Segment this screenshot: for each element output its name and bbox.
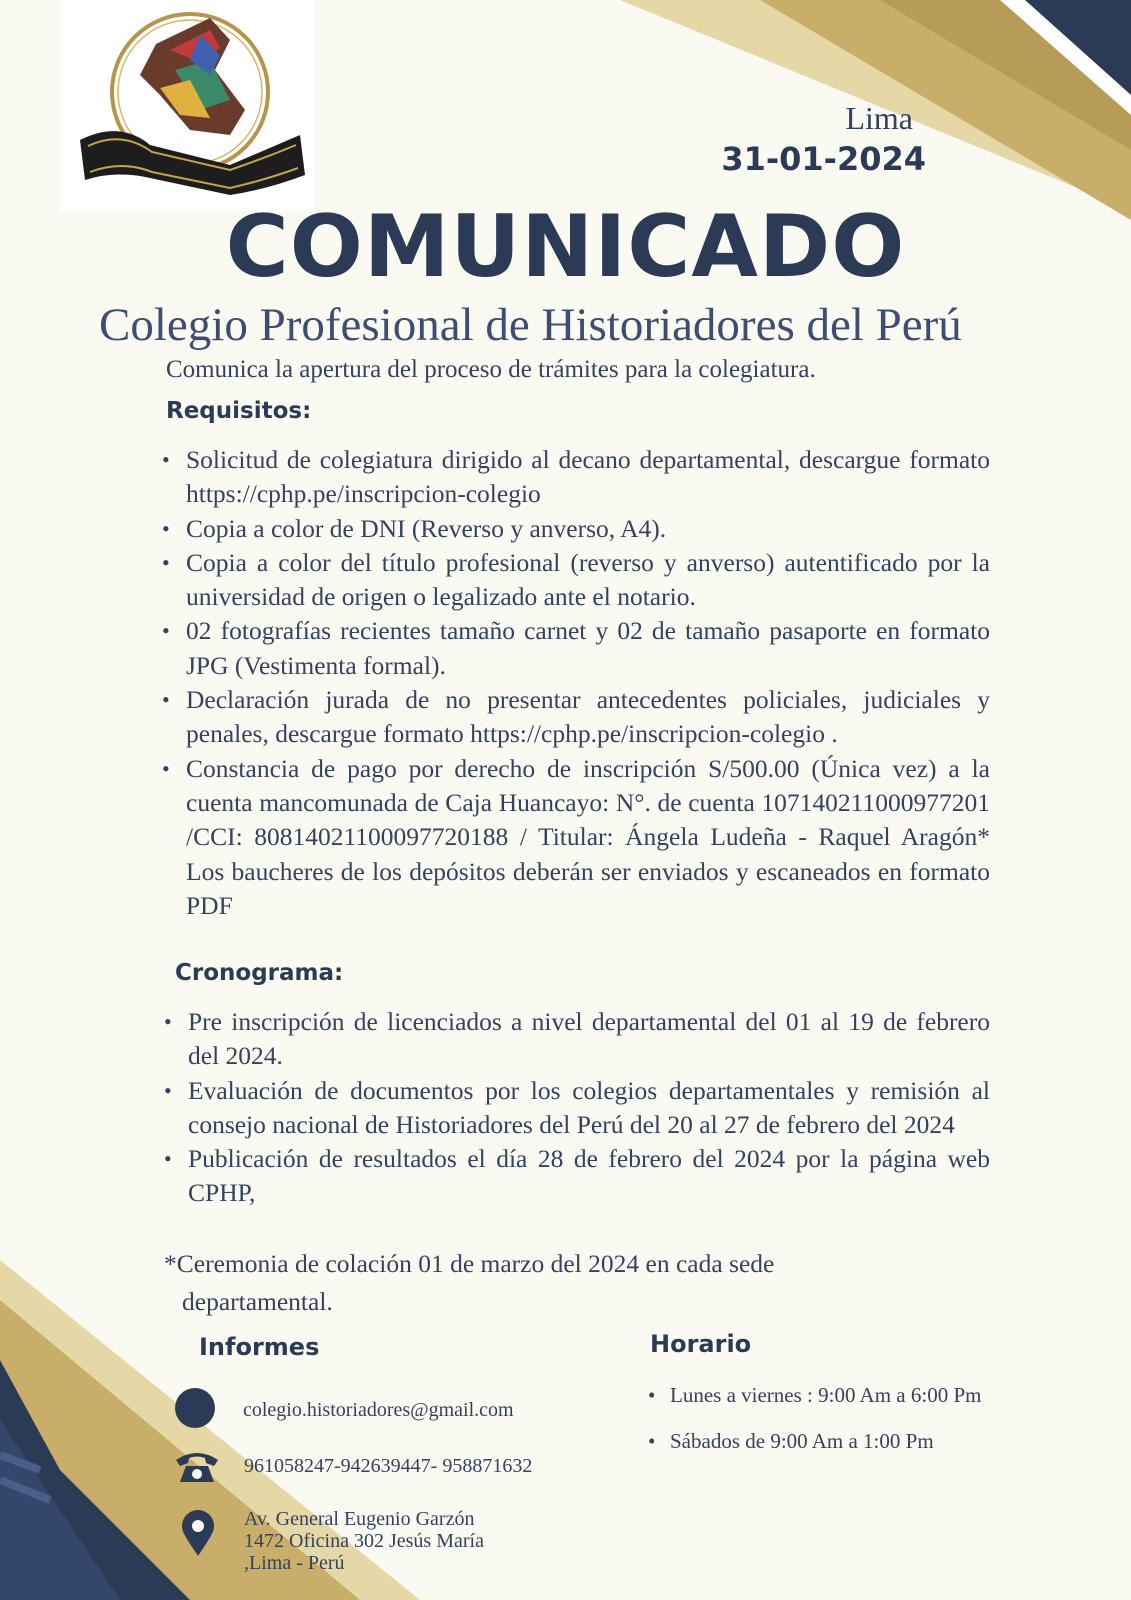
requisitos-list	[164, 443, 990, 923]
page-title: COMUNICADO	[225, 197, 906, 297]
list-item: • Publicación de resultados el día 28 de febrero del 2024 por la página web CPHP,	[166, 1142, 990, 1211]
email-text[interactable]: colegio.historiadores@gmail.com	[243, 1399, 514, 1421]
cronograma-list	[166, 1005, 990, 1211]
list-item: • 02 fotografías recientes tamaño carnet y 02 de tamaño pasaporte en formato JPG (Vestimenta formal).	[164, 614, 990, 683]
address-text	[244, 1508, 484, 1574]
horario-heading: Horario	[650, 1330, 752, 1358]
organization-name: Colegio Profesional de Historiadores del Perú	[99, 299, 962, 351]
ceremony-note-line2: departamental.	[182, 1287, 333, 1316]
intro-text: Comunica la apertura del proceso de trámites para la colegiatura.	[166, 356, 816, 383]
phone-text[interactable]: 961058247-942639447- 958871632	[244, 1455, 533, 1477]
informes-heading: Informes	[199, 1333, 320, 1361]
list-item: • Constancia de pago por derecho de inscripción S/500.00 (Única vez) a la cuenta mancomunada de Caja Huancayo: N°. de cuenta 107140211000977201 /CCI: 80814021100097720188 / Titular: Ángela Ludeña - Raquel Aragón* Los baucheres de los depósitos deberán ser enviados y escaneados en formato PDF	[164, 752, 990, 923]
list-item: • Sábados de 9:00 Am a 1:00 Pm	[648, 1429, 981, 1475]
list-item: • Declaración jurada de no presentar antecedentes policiales, judiciales y penales, descargue formato https://cphp.pe/inscripcion-colegio .	[164, 683, 990, 752]
cronograma-heading: Cronograma:	[175, 960, 344, 986]
date-label: 31-01-2024	[721, 140, 926, 178]
list-item: • Lunes a viernes : 9:00 Am a 6:00 Pm	[648, 1383, 981, 1429]
ceremony-note-line1: *Ceremonia de colación 01 de marzo del 2024 en cada sede	[164, 1249, 775, 1278]
telephone-icon	[174, 1448, 220, 1484]
city-label: Lima	[845, 100, 913, 136]
address-line: ,Lima - Perú	[244, 1552, 345, 1574]
requisitos-heading: Requisitos:	[166, 398, 312, 424]
list-item: • Solicitud de colegiatura dirigido al decano departamental, descargue formato https://cphp.pe/inscripcion-colegio	[164, 443, 990, 512]
horario-list	[648, 1383, 981, 1475]
location-pin-icon	[180, 1510, 216, 1558]
address-line: Av. General Eugenio Garzón	[244, 1508, 475, 1530]
list-item: • Copia a color del título profesional (reverso y anverso) autentificado por la universidad de origen o legalizado ante el notario.	[164, 546, 990, 615]
list-item: • Evaluación de documentos por los colegios departamentales y remisión al consejo nacional de Historiadores del Perú del 20 al 27 de febrero del 2024	[166, 1074, 990, 1143]
email-icon	[174, 1387, 216, 1429]
list-item: • Copia a color de DNI (Reverso y anverso, A4).	[164, 512, 990, 546]
list-item: • Pre inscripción de licenciados a nivel departamental del 01 al 19 de febrero del 2024.	[166, 1005, 990, 1074]
address-line: 1472 Oficina 302 Jesús María	[244, 1530, 484, 1552]
institution-logo	[60, 0, 315, 212]
logo-container	[60, 0, 315, 212]
ceremony-note	[164, 1245, 864, 1321]
